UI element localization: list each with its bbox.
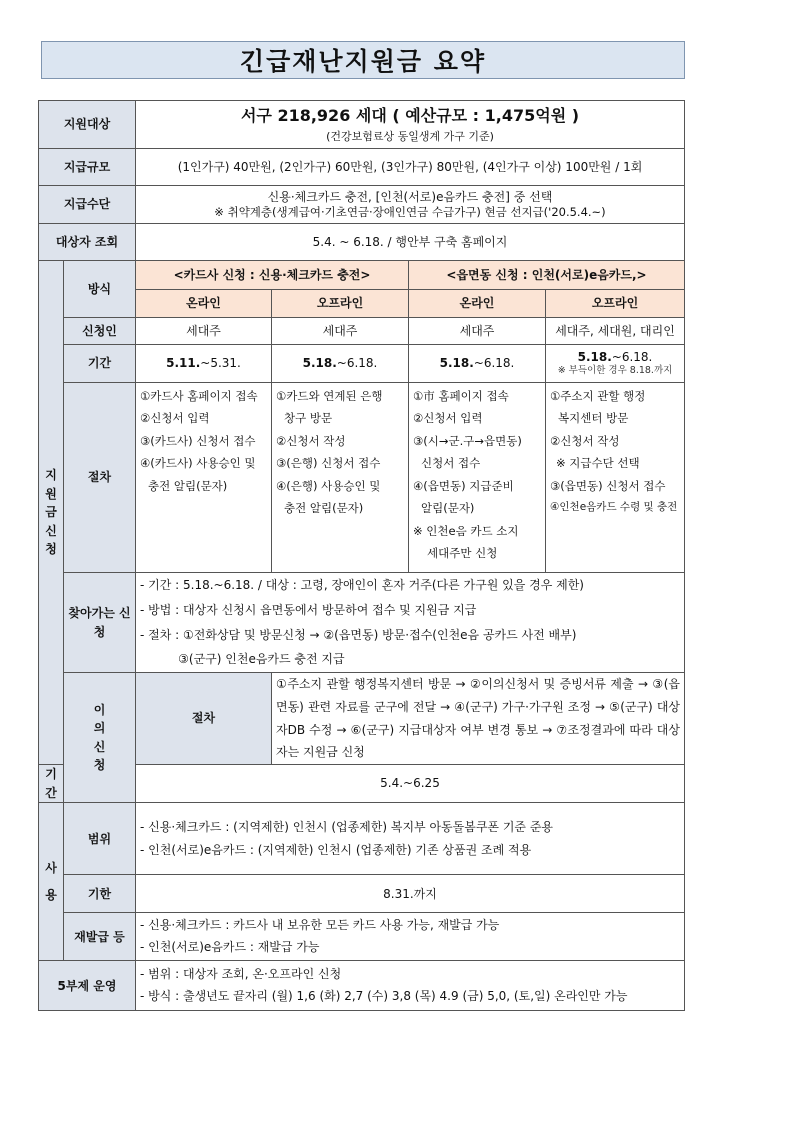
applicant-eum-online: 세대주: [409, 318, 546, 345]
target-label: 지원대상: [39, 101, 136, 149]
usage-deadline-text: 8.31.까지: [136, 875, 685, 913]
scale-label: 지급규모: [39, 149, 136, 186]
objection-period-text: 5.4.~6.25: [136, 765, 685, 803]
fiveday-cell: [136, 961, 685, 1011]
applicant-card-online: 세대주: [136, 318, 272, 345]
apply-method-label: 방식: [64, 261, 136, 318]
method-line2: ※ 취약계층(생계급여·기초연금·장애인연금 수급가구) 현금 선지급('20.5.4.~): [214, 204, 606, 219]
row-visit: [39, 573, 685, 673]
visit-line-4: ③(군구) 인천e음카드 충전 지급: [140, 652, 345, 667]
usage-scope-line-2: - 인천(서로)e음카드 : (지역제한) 인천시 (업종제한) 기존 상품권 조례 적용: [140, 842, 532, 857]
card-offline-header: 오프라인: [272, 290, 409, 318]
row-procedure: [39, 383, 685, 573]
procedure-eum-online: ①市 홈페이지 접속 ②신청서 입력 ③(시→군.구→읍면동) 신청서 접수 ④(읍면동) 지급준비 알림(문자) ※ 인천e음 카드 소지 세대주만 신청: [409, 383, 546, 573]
row-lookup: [39, 224, 685, 261]
usage-scope-line-1: - 신용·체크카드 : (지역제한) 인천시 (업종제한) 복지부 아동돌봄쿠폰 기준 준용: [140, 820, 554, 835]
target-cell: [136, 101, 685, 149]
card-online-header: 온라인: [136, 290, 272, 318]
title-box: [41, 41, 685, 79]
visit-line-1: - 기간 : 5.18.~6.18. / 대상 : 고령, 장애인이 혼자 거주(다른 가구원 있을 경우 제한): [140, 578, 584, 593]
objection-section-label: 이의신청: [64, 673, 136, 803]
target-main: 서구 218,926 세대 ( 예산규모 : 1,475억원 ): [240, 105, 580, 125]
row-target: [39, 101, 685, 149]
summary-table: [38, 100, 685, 1011]
visit-line-3: - 절차 : ①전화상담 및 방문신청 → ②(읍면동) 방문·접수(인천e음 공카드 사전 배부): [140, 627, 577, 642]
row-scale: [39, 149, 685, 186]
period-eum-offline: 5.18.~6.18. ※ 부득이한 경우 8.18.까지: [546, 345, 685, 383]
procedure-eum-offline: ①주소지 관할 행정 복지센터 방문 ②신청서 작성 ※ 지급수단 선택 ③(읍면동) 신청서 접수 ④인천e음카드 수령 및 충전: [546, 383, 685, 573]
period-note: ※ 부득이한 경우 8.18.까지: [557, 365, 673, 377]
target-sub: (건강보험료상 동일생계 가구 기준): [326, 130, 494, 144]
lookup-text: 5.4. ~ 6.18. / 행안부 구축 홈페이지: [136, 224, 685, 261]
applicant-label: 신청인: [64, 318, 136, 345]
procedure-label: 절차: [64, 383, 136, 573]
fiveday-line-1: - 범위 : 대상자 조회, 온·오프라인 신청: [140, 967, 342, 982]
usage-reissue-cell: [136, 913, 685, 961]
period-card-online: 5.11.~5.31.: [136, 345, 272, 383]
eum-online-header: 온라인: [409, 290, 546, 318]
usage-scope-label: 범위: [64, 803, 136, 875]
visit-cell: [136, 573, 685, 673]
usage-scope-cell: [136, 803, 685, 875]
eum-offline-header: 오프라인: [546, 290, 685, 318]
row-usage-deadline: [39, 875, 685, 913]
apply-section-label: 지원금 신청: [39, 261, 64, 765]
scale-text: (1인가구) 40만원, (2인가구) 60만원, (3인가구) 80만원, (4인가구 이상) 100만원 / 1회: [136, 149, 685, 186]
period-eum-online: 5.18.~6.18.: [409, 345, 546, 383]
row-objection-period: [39, 765, 685, 803]
row-fiveday: [39, 961, 685, 1011]
usage-deadline-label: 기한: [64, 875, 136, 913]
method-cell: [136, 186, 685, 224]
eum-group-header: <읍면동 신청 : 인천(서로)e음카드,>: [409, 261, 685, 290]
method-label: 지급수단: [39, 186, 136, 224]
applicant-card-offline: 세대주: [272, 318, 409, 345]
fiveday-line-2: - 방식 : 출생년도 끝자리 (월) 1,6 (화) 2,7 (수) 3,8 (목) 4.9 (금) 5,0, (토,일) 온라인만 가능: [140, 988, 628, 1003]
usage-reissue-line-1: - 신용·체크카드 : 카드사 내 보유한 모든 카드 사용 가능, 재발급 가능: [140, 918, 500, 933]
procedure-card-online: ①카드사 홈페이지 접속 ②신청서 입력 ③(카드사) 신청서 접수 ④(카드사) 사용승인 및 충전 알림(문자): [136, 383, 272, 573]
objection-procedure-label: 절차: [136, 673, 272, 765]
card-group-header: <카드사 신청 : 신용·체크카드 충전>: [136, 261, 409, 290]
page-title: 긴급재난지원금 요약: [239, 47, 487, 76]
row-apply-method-2: [39, 290, 685, 318]
row-method: [39, 186, 685, 224]
row-period: [39, 345, 685, 383]
applicant-eum-offline: 세대주, 세대원, 대리인: [546, 318, 685, 345]
row-applicant: [39, 318, 685, 345]
objection-procedure-text: ①주소지 관할 행정복지센터 방문 → ②이의신청서 및 증빙서류 제출 → ③(읍면동) 관련 자료를 군구에 전달 → ④(군구) 가구·가구원 조정 → ⑤(군구) 대상자DB 수정 → ⑥(군구) 지급대상자 여부 변경 통보 → ⑦조정결과에 따라 대상자는 지원금 신청: [272, 673, 685, 765]
lookup-label: 대상자 조회: [39, 224, 136, 261]
usage-section-label: 사용: [39, 803, 64, 961]
method-line1: 신용·체크카드 충전, [인천(서로)e음카드 충전] 중 선택: [267, 189, 553, 204]
period-label: 기간: [64, 345, 136, 383]
row-usage-reissue: [39, 913, 685, 961]
period-card-offline: 5.18.~6.18.: [272, 345, 409, 383]
row-objection-procedure: [39, 673, 685, 765]
row-apply-method-1: [39, 261, 685, 290]
visit-label: 찾아가는 신청: [64, 573, 136, 673]
procedure-card-offline: ①카드와 연계된 은행 창구 방문 ②신청서 작성 ③(은행) 신청서 접수 ④(은행) 사용승인 및 충전 알림(문자): [272, 383, 409, 573]
usage-reissue-line-2: - 인천(서로)e음카드 : 재발급 가능: [140, 939, 320, 954]
objection-period-label: 기간: [39, 765, 64, 803]
fiveday-label: 5부제 운영: [39, 961, 136, 1011]
usage-reissue-label: 재발급 등: [64, 913, 136, 961]
row-usage-scope: [39, 803, 685, 875]
visit-line-2: - 방법 : 대상자 신청시 읍면동에서 방문하여 접수 및 지원금 지급: [140, 602, 477, 617]
